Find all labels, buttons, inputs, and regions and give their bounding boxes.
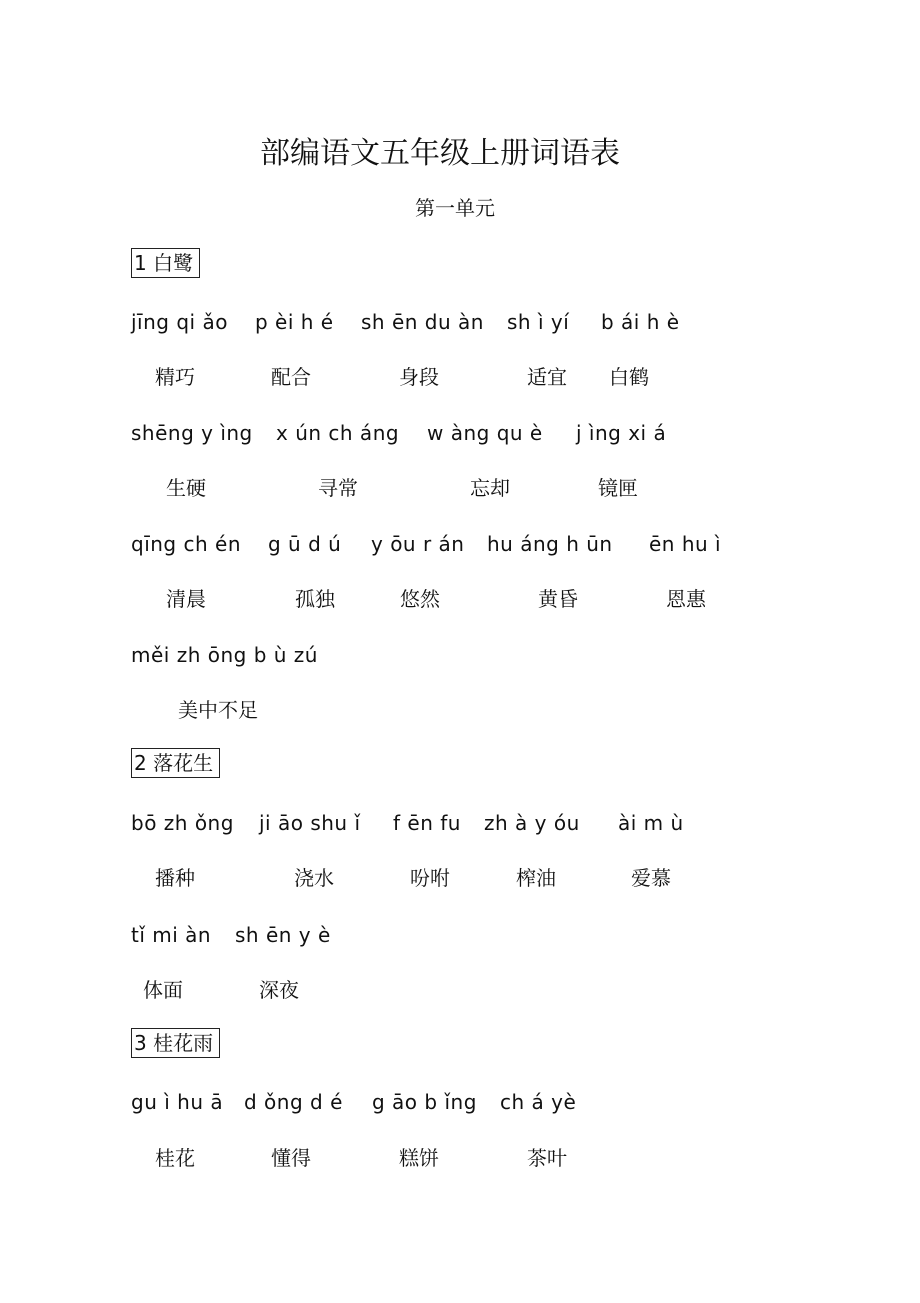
word: 懂得 [271, 1146, 311, 1170]
word: 榨油 [516, 866, 556, 890]
pinyin: d ǒng d é [244, 1090, 343, 1114]
pinyin: j ìng xi á [576, 421, 667, 445]
pinyin: bō zh ǒng [131, 811, 234, 835]
word: 清晨 [166, 587, 206, 611]
pinyin: ch á yè [500, 1090, 577, 1114]
pinyin: sh ēn y è [235, 923, 331, 947]
word: 浇水 [294, 866, 334, 890]
word: 桂花 [155, 1146, 195, 1170]
page-title: 部编语文五年级上册词语表 [260, 136, 620, 171]
word: 生硬 [166, 476, 206, 500]
word: 黄昏 [538, 587, 578, 611]
word: 适宜 [527, 365, 567, 389]
pinyin: x ún ch áng [276, 421, 400, 445]
lesson-1-label: 1 白鹭 [131, 248, 200, 278]
word: 忘却 [470, 476, 510, 500]
pinyin: ēn hu ì [649, 532, 722, 556]
word: 白鹤 [609, 365, 649, 389]
pinyin: sh ēn du àn [361, 310, 484, 334]
word: 爱慕 [631, 866, 671, 890]
word: 茶叶 [527, 1146, 567, 1170]
lesson-3-label: 3 桂花雨 [131, 1028, 220, 1058]
word: 糕饼 [399, 1146, 439, 1170]
word: 恩惠 [666, 587, 706, 611]
pinyin: ji āo shu ǐ [259, 811, 361, 835]
word: 配合 [271, 365, 311, 389]
pinyin: tǐ mi àn [131, 923, 212, 947]
word: 身段 [399, 365, 439, 389]
word: 深夜 [259, 978, 299, 1002]
pinyin: p èi h é [255, 310, 334, 334]
word: 体面 [143, 978, 183, 1002]
pinyin: zh à y óu [484, 811, 580, 835]
word: 播种 [155, 866, 195, 890]
word: 美中不足 [178, 698, 258, 722]
word: 精巧 [155, 365, 195, 389]
pinyin: ài m ù [618, 811, 684, 835]
word: 悠然 [400, 587, 440, 611]
pinyin: qīng ch én [131, 532, 241, 556]
pinyin: b ái h è [601, 310, 680, 334]
word: 寻常 [318, 476, 358, 500]
pinyin: jīng qi ǎo [131, 310, 228, 334]
lesson-2-label: 2 落花生 [131, 748, 220, 778]
pinyin: měi zh ōng b ù zú [131, 643, 318, 667]
word: 吩咐 [410, 866, 450, 890]
pinyin: gu ì hu ā [131, 1090, 224, 1114]
unit-heading: 第一单元 [415, 196, 495, 220]
pinyin: g āo b ǐng [372, 1090, 477, 1114]
word: 孤独 [295, 587, 335, 611]
pinyin: f ēn fu [393, 811, 461, 835]
pinyin: sh ì yí [507, 310, 570, 334]
pinyin: shēng y ìng [131, 421, 253, 445]
pinyin: y ōu r án [371, 532, 465, 556]
pinyin: w àng qu è [427, 421, 543, 445]
pinyin: g ū d ú [268, 532, 342, 556]
word: 镜匣 [598, 476, 638, 500]
pinyin: hu áng h ūn [487, 532, 613, 556]
